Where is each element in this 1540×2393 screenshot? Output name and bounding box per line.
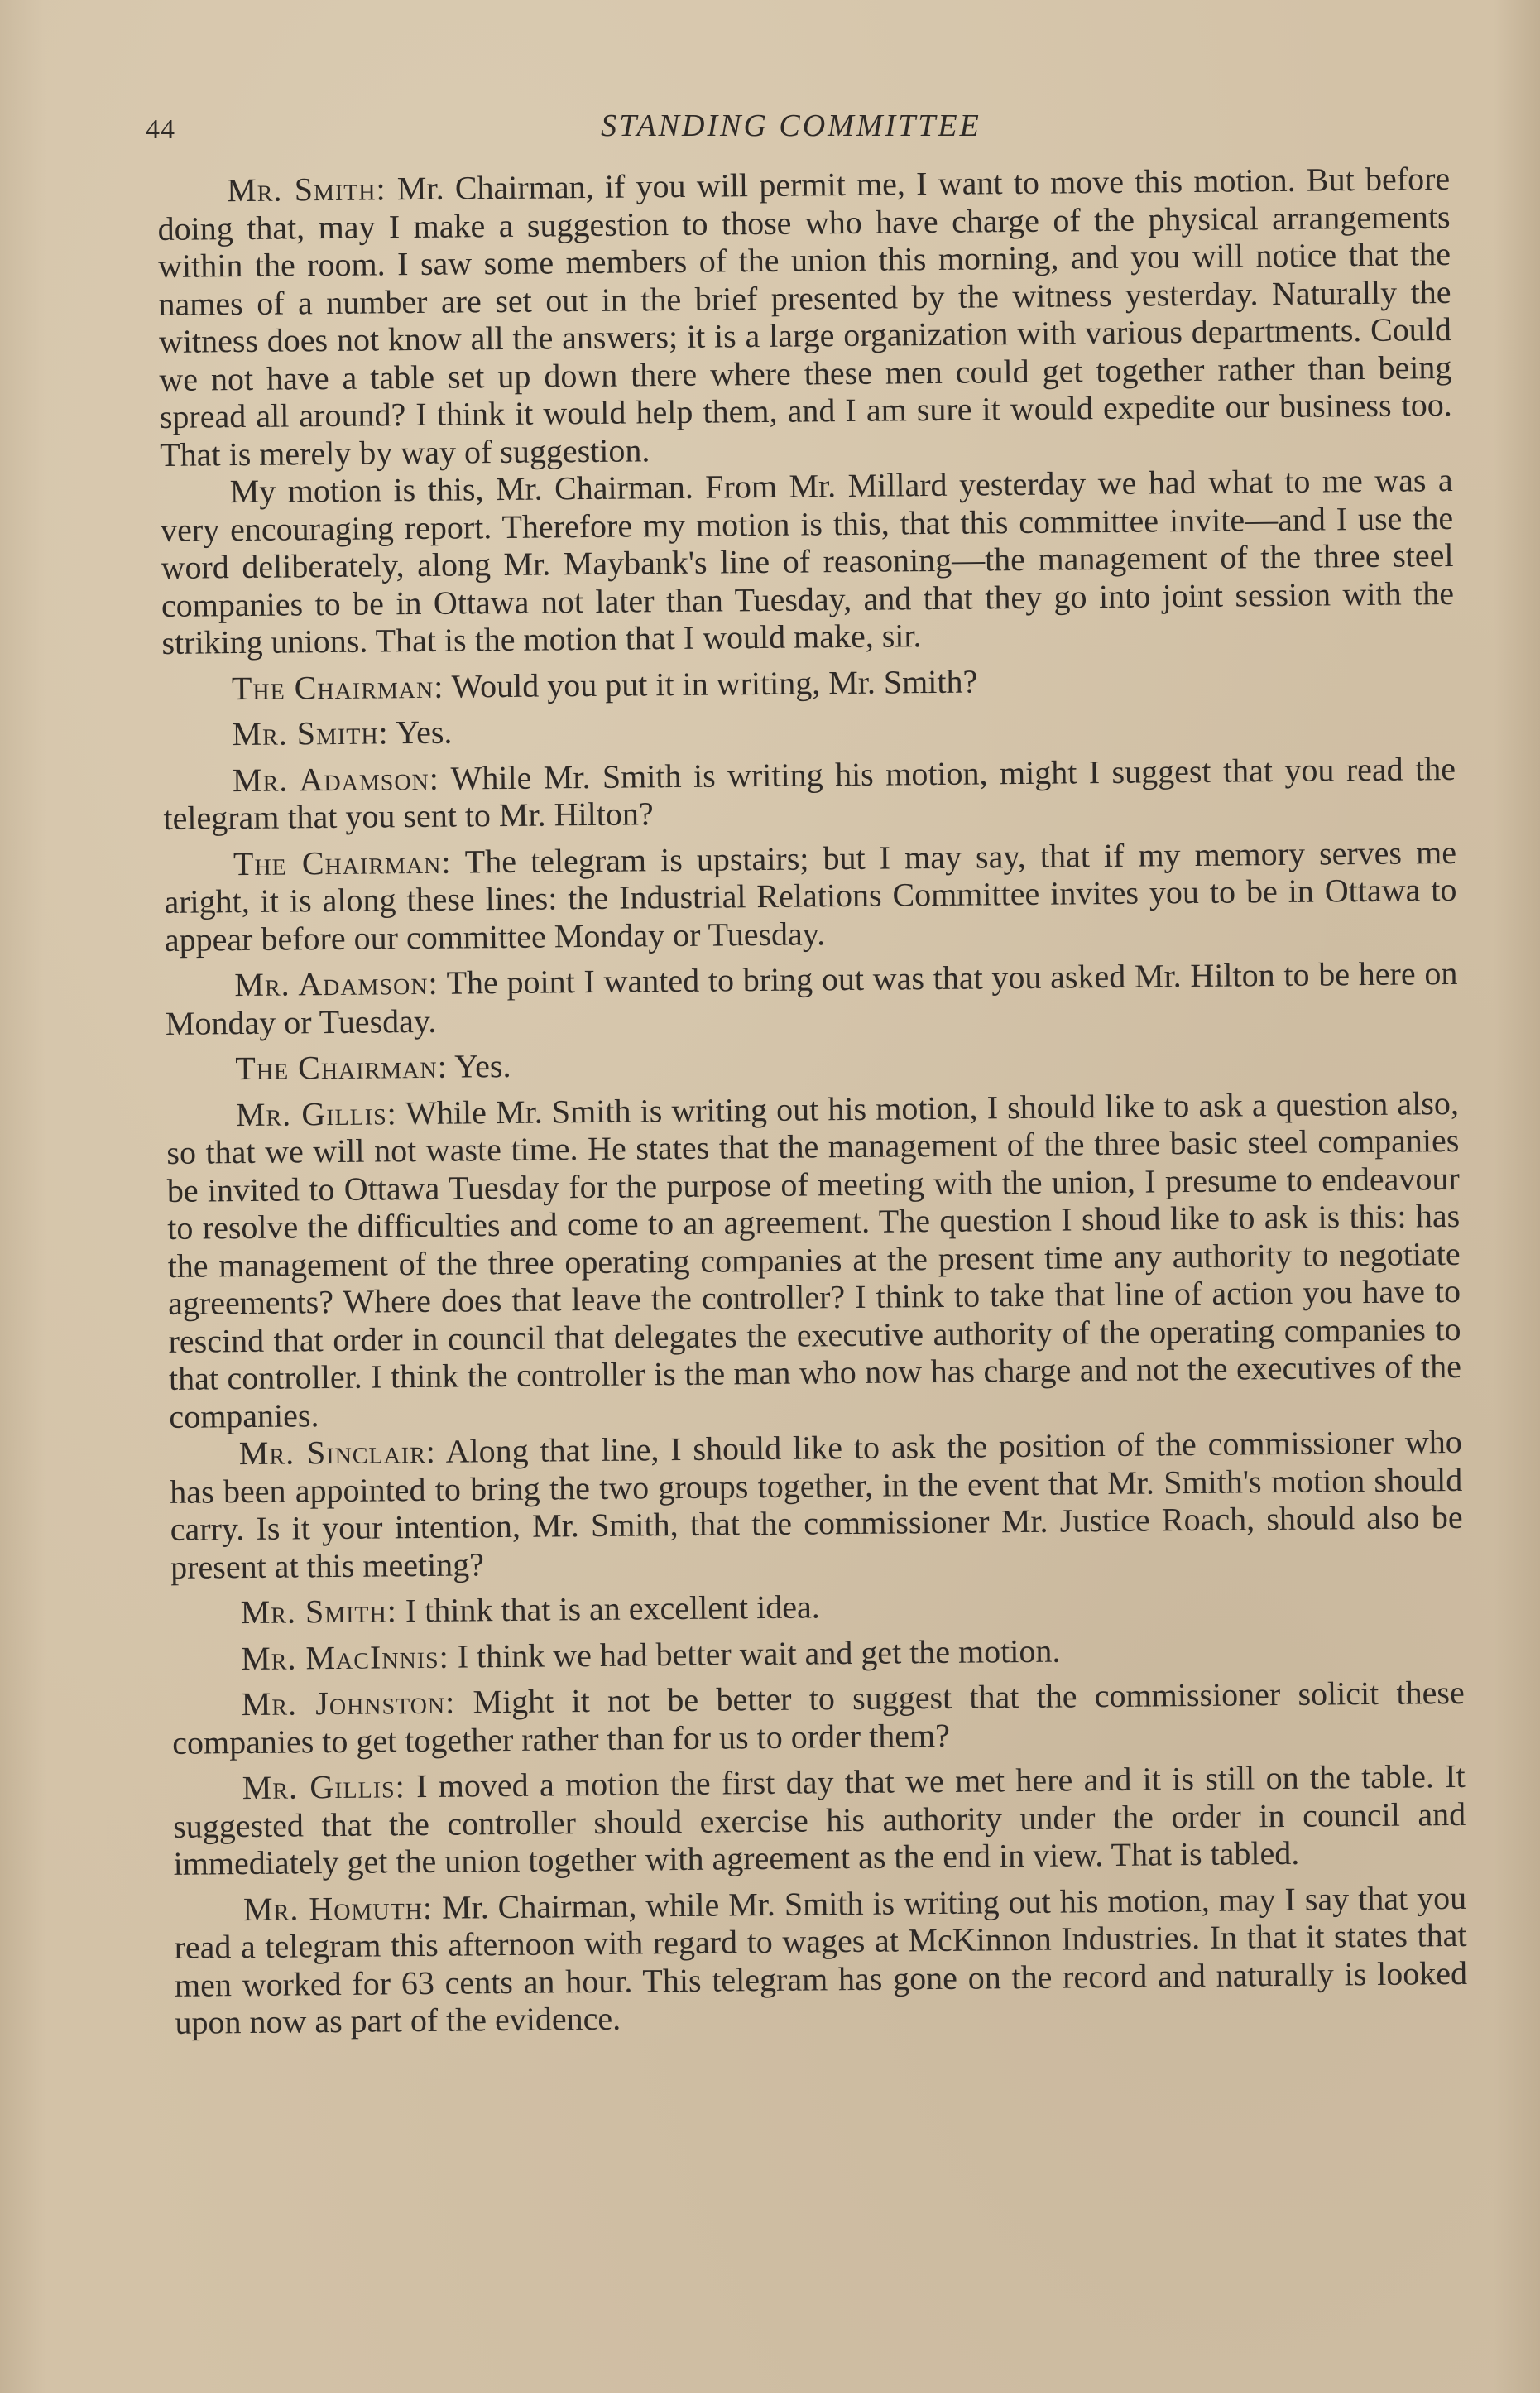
paragraph	[174, 1878, 1468, 2041]
speaker-name: Mr. Adamson:	[234, 963, 439, 1004]
speech-text: Along that line, I should like to ask the position of the commissioner who has been appointed to bring the two groups together, in the event that Mr. Smith's motion should carry. Is it your intention, Mr. Smith, that the commissioner Mr. Justice Roach, should also be present at this meeting?	[170, 1422, 1463, 1586]
transcript-body	[157, 160, 1468, 2041]
speech-text: Yes.	[388, 713, 453, 752]
speech-text: The telegram is upstairs; but I may say, that if my memory serves me aright, it is along these lines: the Industrial Relations Committee invites you to be in Ottawa to appear before our committee Monday or Tuesday.	[164, 833, 1457, 959]
speaker-name: Mr. Smith:	[226, 170, 386, 209]
speaker-name: The Chairman:	[233, 843, 452, 882]
paragraph	[166, 1084, 1462, 1434]
paragraph	[163, 749, 1456, 837]
paragraph	[157, 160, 1452, 473]
speaker-name: The Chairman:	[235, 1047, 448, 1088]
speech-text: Yes.	[447, 1046, 511, 1085]
speaker-name: Mr. Homuth:	[242, 1888, 434, 1928]
paragraph	[170, 1423, 1464, 1586]
speech-text: My motion is this, Mr. Chairman. From Mr. Millard yesterday we had what to me was a very encouraging report. Therefore my motion is this, that this committee invite—and I use the word deliberately, along Mr. Maybank's line of reasoning—the management of the three steel companies to be in Ottawa not later than Tuesday, and that they go into joint session with the striking unions. That is the motion that I would make, sir.	[160, 460, 1455, 661]
paragraph	[164, 833, 1457, 958]
speaker-name: Mr. Smith:	[232, 714, 389, 753]
speech-text: Mr. Chairman, while Mr. Smith is writing out his motion, may I say that you read a telegram this afternoon with regard to wages at McKinnon Industries. In that it states that men worked for 63 cents an hour. This telegram has gone on the record and naturally is looked upon now as part of the evidence.	[174, 1878, 1468, 2041]
speech-text: The point I wanted to bring out was that you asked Mr. Hilton to be here on Monday or Tuesday.	[165, 954, 1458, 1042]
speech-text: Would you put it in writing, Mr. Smith?	[444, 662, 978, 705]
speaker-name: Mr. Johnston:	[241, 1683, 456, 1723]
page-header	[146, 108, 1437, 157]
speaker-name: Mr. Sinclair:	[238, 1432, 437, 1473]
speech-text: While Mr. Smith is writing out his motion, I should like to ask a question also, so that we will not waste time. He states that the management of the three basic steel companies be invited to Ottawa Tuesday for the purpose of meeting with the union, I presume to endeavour to resolve the difficulties and come to an agreement. The question I shoud like to ask is this: has the management of the three operating companies at the present time any authority to negotiate agreements? Where does that leave the controller? I think to take that line of action you have to rescind that order in council that delegates the executive authority of the operating companies to that controller. I think the controller is the man who now has charge and not the executives of the companies.	[166, 1084, 1462, 1435]
paragraph	[172, 1674, 1466, 1761]
speaker-name: Mr. Smith:	[240, 1592, 398, 1631]
page-number: 44	[146, 114, 175, 145]
paragraph	[166, 1038, 1458, 1088]
paragraph	[160, 461, 1454, 661]
speaker-name: Mr. Adamson:	[232, 759, 440, 799]
speaker-name: Mr. Gillis:	[242, 1767, 405, 1807]
paragraph	[162, 657, 1455, 707]
speech-text: Might it not be better to suggest that the commissioner solicit these companies to get together rather than for us to order them?	[171, 1673, 1465, 1761]
paragraph	[162, 704, 1455, 753]
speech-text: While Mr. Smith is writing his motion, might I suggest that you read the telegram that you sent to Mr. Hilton?	[163, 749, 1456, 837]
speech-text: I think we had better wait and get the motion.	[449, 1631, 1061, 1675]
paragraph	[165, 954, 1458, 1042]
paragraph	[171, 1627, 1464, 1677]
paragraph	[173, 1757, 1466, 1882]
speech-text: Mr. Chairman, if you will permit me, I want to move this motion. But before doing that, may I make a suggestion to those who have charge of the physical arrangements within the room. I saw some members of the union this morning, and you will notice that the names of a number are set out in the brief presented by the witness yesterday. Naturally the witness does not know all the answers; it is a large organization with various departments. Could we not have a table set up down there where these men could get together rather than being spread all around? I think it would help them, and I am sure it would expedite our business too. That is merely by way of suggestion.	[157, 160, 1452, 473]
speaker-name: The Chairman:	[231, 667, 444, 707]
paragraph	[170, 1582, 1463, 1631]
speaker-name: Mr. MacInnis:	[241, 1637, 449, 1677]
speech-text: I moved a motion the first day that we met here and it is still on the table. It suggested that the controller should exercise his authority under the order in council and immediately get the union together with agreement as the end in view. That is tabled.	[172, 1756, 1466, 1882]
speech-text: I think that is an excellent idea.	[396, 1588, 820, 1630]
speaker-name: Mr. Gillis:	[235, 1093, 397, 1133]
running-head: STANDING COMMITTEE	[601, 108, 981, 143]
